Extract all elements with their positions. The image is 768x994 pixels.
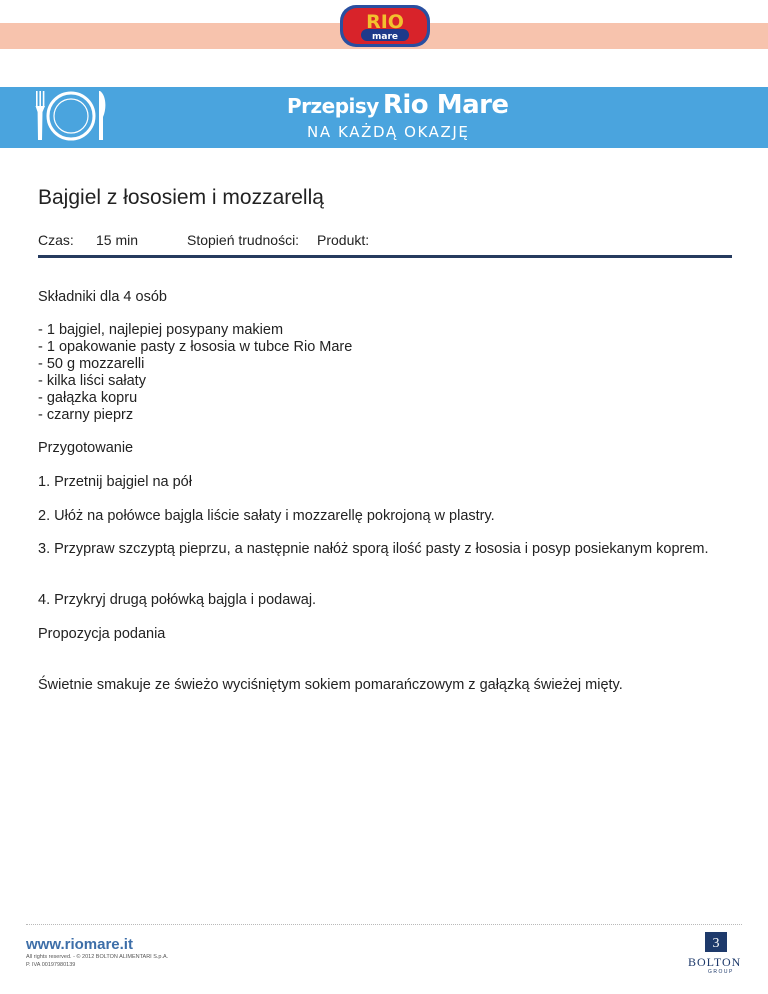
- rights-text: All rights reserved. - © 2012 BOLTON ALIMENTARI S.p.A.: [26, 954, 169, 960]
- svg-text:3: 3: [712, 936, 720, 951]
- rio-mare-logo: [339, 4, 431, 48]
- bolton-logo-icon: [705, 932, 727, 952]
- serving-text: Świetnie smakuje ze świeżo wyciśniętym sokiem pomarańczowym z gałązką świeżej mięty.: [38, 677, 623, 693]
- title-divider: [38, 255, 732, 258]
- ingredient-item: - czarny pieprz: [38, 407, 134, 423]
- plate-cutlery-icon: [32, 88, 110, 144]
- ingredients-heading: Składniki dla 4 osób: [38, 289, 167, 305]
- time-label: Czas:: [38, 232, 74, 248]
- step-4: 4. Przykryj drugą połówką bajgla i podawaj.: [38, 592, 317, 608]
- step-2: 2. Ułóż na połówce bajgla liście sałaty i mozzarellę pokrojoną w plastry.: [38, 508, 495, 524]
- difficulty-label: Stopień trudności:: [187, 232, 300, 248]
- ingredient-item: - 1 opakowanie pasty z łososia w tubce Rio Mare: [38, 339, 353, 355]
- bolton-wordmark: BOLTON: [688, 955, 742, 969]
- recipe-title: Bajgiel z łososiem i mozzarellą: [38, 186, 324, 209]
- time-value: 15 min: [96, 232, 139, 248]
- ingredient-item: - gałązka kopru: [38, 390, 138, 406]
- step-1: 1. Przetnij bajgiel na pół: [38, 474, 192, 490]
- website-link[interactable]: www.riomare.it: [26, 936, 133, 953]
- preparation-heading: Przygotowanie: [38, 440, 134, 456]
- vat-text: P. IVA 00197980139: [26, 962, 76, 968]
- bolton-group-text: GROUP: [708, 969, 734, 975]
- step-3: 3. Przypraw szczyptą pieprzu, a następnie nałóż sporą ilość pasty z łososia i posyp posiekanym koprem.: [38, 541, 709, 557]
- logo-bottom-text: mare: [372, 32, 398, 42]
- banner-title: [287, 90, 509, 120]
- ingredient-item: - 50 g mozzarelli: [38, 356, 145, 372]
- footer-divider: [26, 924, 742, 925]
- serving-heading: Propozycja podania: [38, 626, 166, 642]
- product-label: Produkt:: [317, 232, 370, 248]
- banner-title-brand: Rio Mare: [382, 90, 509, 120]
- banner-subtitle: NA KAŻDĄ OKAZJĘ: [307, 123, 470, 141]
- ingredient-item: - kilka liści sałaty: [38, 373, 146, 389]
- ingredient-item: - 1 bajgiel, najlepiej posypany makiem: [38, 322, 284, 338]
- ingredients-list: [38, 322, 352, 424]
- logo-top-text: RIO: [366, 11, 404, 33]
- banner-title-prefix: Przepisy: [287, 94, 379, 118]
